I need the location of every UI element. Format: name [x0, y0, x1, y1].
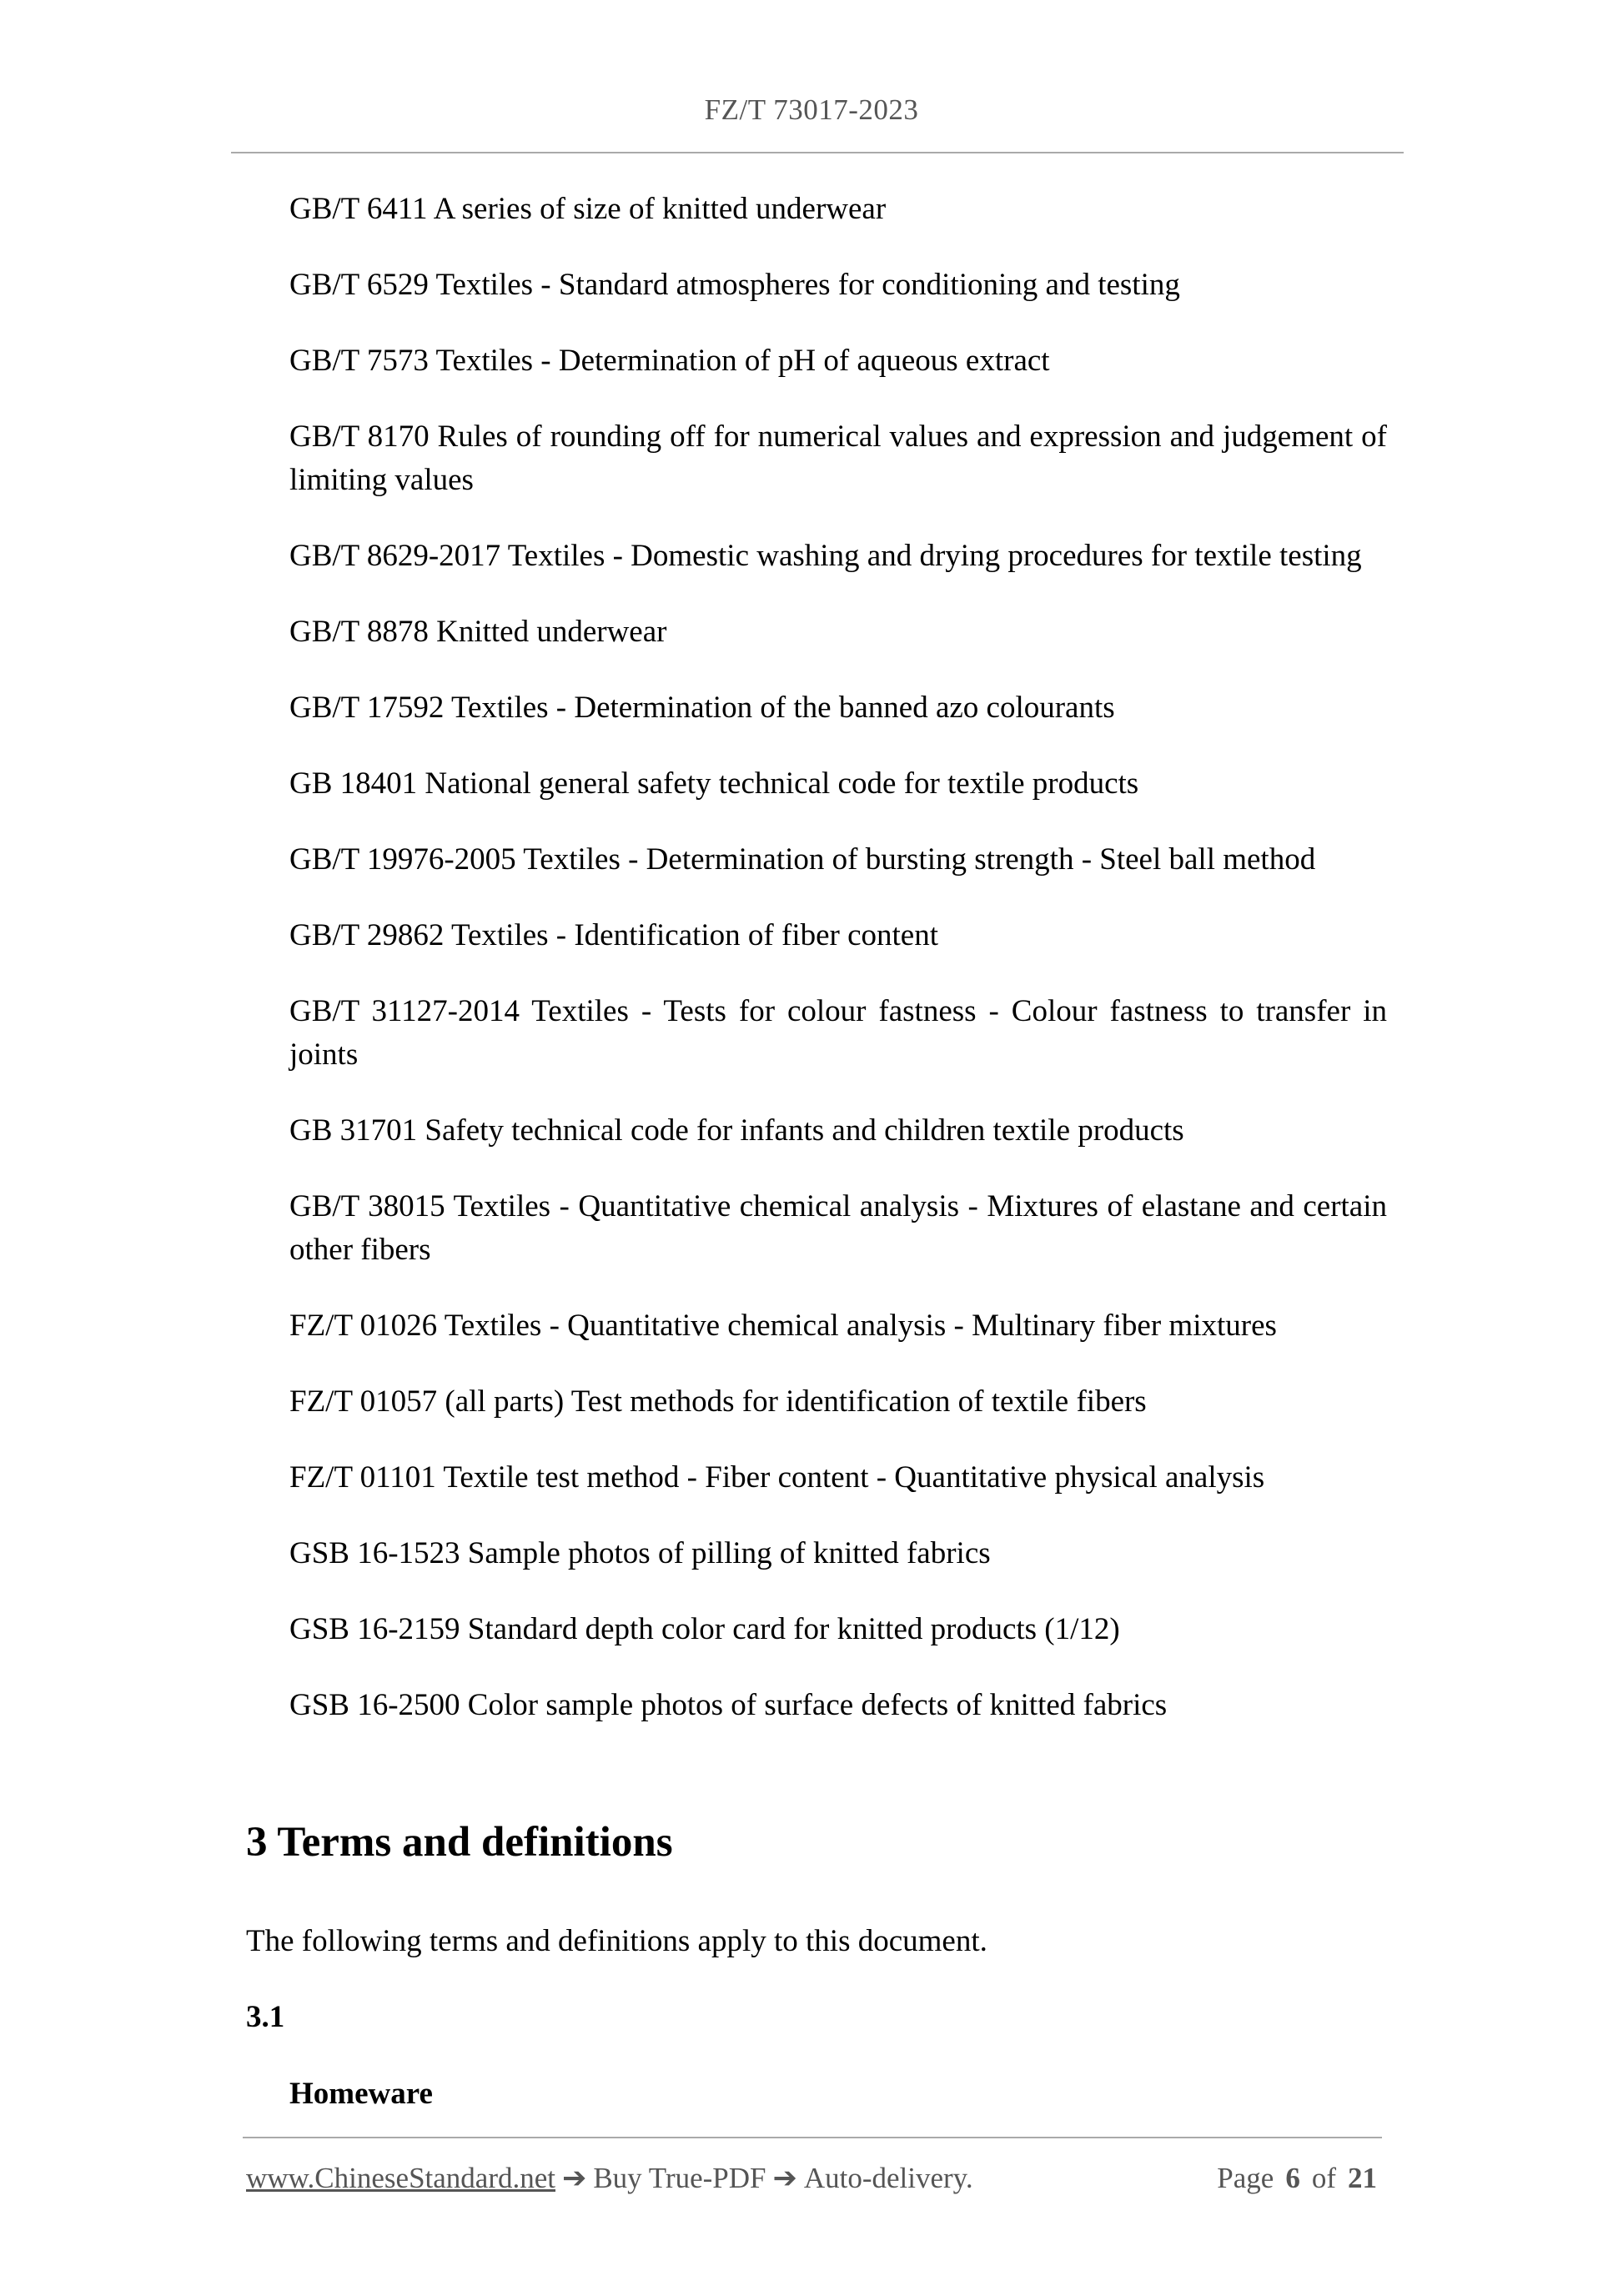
term-number: 3.1 — [246, 2000, 285, 2034]
reference-item: GB 18401 National general safety technical code for textile products — [289, 766, 1139, 801]
reference-item: FZ/T 01057 (all parts) Test methods for identification of textile fibers — [289, 1384, 1147, 1419]
page-total: 21 — [1348, 2162, 1377, 2194]
reference-item: GSB 16-2500 Color sample photos of surface defects of knitted fabrics — [289, 1688, 1168, 1722]
reference-item: GSB 16-2159 Standard depth color card for knitted products (1/12) — [289, 1612, 1120, 1646]
reference-item: GB/T 8170 Rules of rounding off for numerical values and expression and judgement of limiting values — [289, 420, 1387, 497]
reference-item: FZ/T 01026 Textiles - Quantitative chemical analysis - Multinary fiber mixtures — [289, 1309, 1277, 1343]
page-label: Page — [1217, 2162, 1274, 2194]
reference-item: GB/T 7573 Textiles - Determination of pH of aqueous extract — [289, 344, 1050, 378]
arrow-right-icon: ➔ — [772, 2162, 797, 2194]
arrow-right-icon: ➔ — [562, 2162, 587, 2194]
reference-item: GB/T 6411 A series of size of knitted underwear — [289, 192, 887, 226]
buy-pdf-text: Buy True-PDF — [593, 2162, 766, 2194]
header-divider — [231, 152, 1404, 153]
page-header-standard-code: FZ/T 73017-2023 — [704, 93, 919, 126]
site-link[interactable]: www.ChineseStandard.net — [246, 2162, 555, 2194]
footer-divider — [243, 2137, 1382, 2138]
page-number: 6 — [1285, 2162, 1300, 2194]
footer-promo — [246, 2158, 973, 2198]
term-name: Homeware — [289, 2077, 433, 2111]
reference-item: FZ/T 01101 Textile test method - Fiber content - Quantitative physical analysis — [289, 1460, 1265, 1495]
reference-item: GSB 16-1523 Sample photos of pilling of knitted fabrics — [289, 1536, 991, 1570]
reference-item: GB/T 19976-2005 Textiles - Determination of bursting strength - Steel ball method — [289, 842, 1316, 877]
auto-delivery-text: Auto-delivery. — [803, 2162, 973, 2194]
reference-item: GB/T 8878 Knitted underwear — [289, 615, 667, 649]
normative-references-list — [289, 188, 1387, 1760]
section-intro-text: The following terms and definitions apply to this document. — [246, 1924, 987, 1958]
reference-item: GB/T 38015 Textiles - Quantitative chemical analysis - Mixtures of elastane and certain other fibers — [289, 1189, 1387, 1267]
section-heading-terms: 3 Terms and definitions — [246, 1819, 673, 1866]
reference-item: GB/T 17592 Textiles - Determination of the banned azo colourants — [289, 691, 1115, 725]
page-indicator — [1217, 2158, 1377, 2198]
reference-item: GB/T 6529 Textiles - Standard atmospheres for conditioning and testing — [289, 268, 1180, 302]
reference-item: GB 31701 Safety technical code for infants and children textile products — [289, 1113, 1184, 1148]
reference-item: GB/T 31127-2014 Textiles - Tests for colour fastness - Colour fastness to transfer in joints — [289, 994, 1387, 1072]
reference-item: GB/T 29862 Textiles - Identification of fiber content — [289, 918, 938, 952]
of-label: of — [1311, 2162, 1336, 2194]
reference-item: GB/T 8629-2017 Textiles - Domestic washing and drying procedures for textile testing — [289, 539, 1362, 573]
